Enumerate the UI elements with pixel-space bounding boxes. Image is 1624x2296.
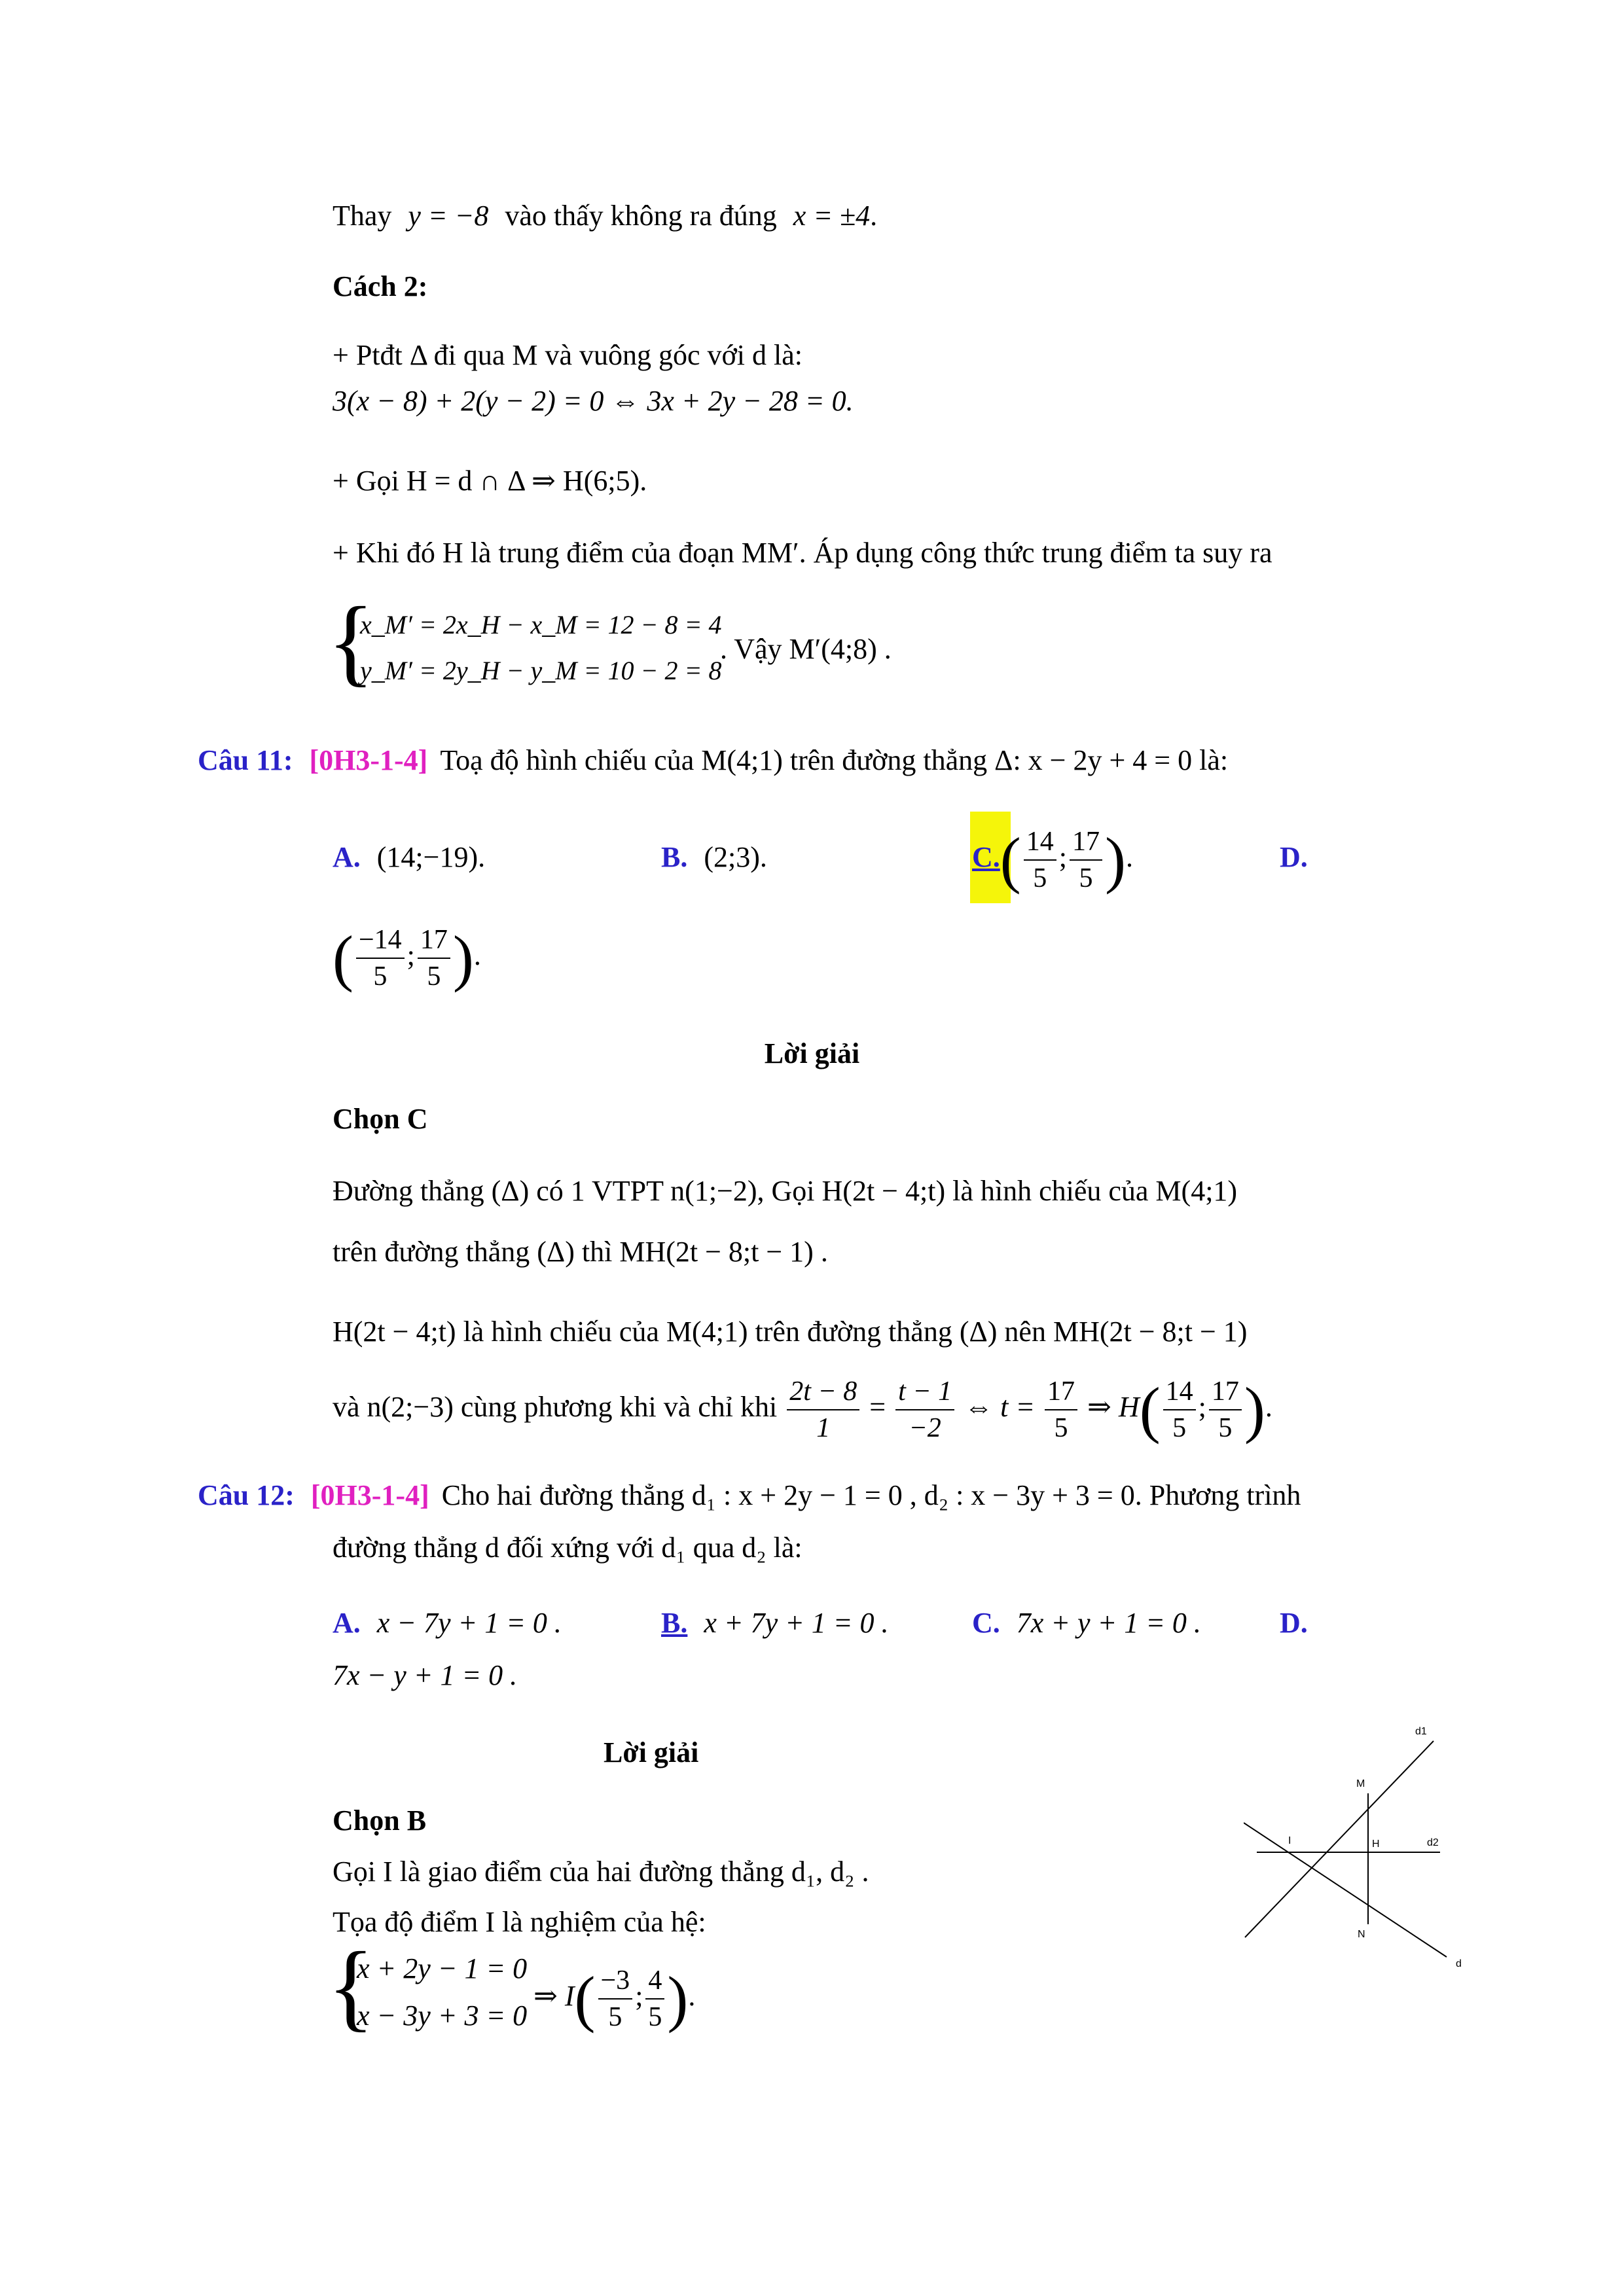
math: y = −8: [408, 200, 489, 232]
text: vào thấy không ra đúng: [505, 200, 777, 232]
option-text: 7x + y + 1 = 0 .: [1016, 1607, 1201, 1639]
q11-option-b[interactable]: [661, 838, 767, 877]
line-d: [1244, 1823, 1447, 1957]
system-brace: {: [327, 1932, 374, 2041]
q11-header: [198, 741, 1228, 780]
frac-num: 14: [1163, 1374, 1196, 1410]
q12-result: ⇒ I( $\frac{-3}{5}$ ; $\frac{4}{5}$ ).: [533, 1963, 696, 2034]
prev-eq1: 3(x − 8) + 2(y − 2) = 0 ⇔ 3x + 2y − 28 = 0.: [333, 385, 854, 417]
system-brace: {: [327, 587, 374, 696]
option-text: (2;3).: [704, 841, 767, 873]
label-M: M: [1356, 1778, 1365, 1789]
option-label: D.: [1280, 1607, 1308, 1639]
option-label: C.: [972, 841, 1000, 873]
math: ⇒ I: [533, 1980, 575, 2012]
q12-choice: Chọn B: [333, 1804, 427, 1837]
q12-option-d[interactable]: [1280, 1604, 1308, 1643]
q11-sol-line1: Đường thẳng (Δ) có 1 VTPT n(1;−2), Gọi H(2t − 4;t) là hình chiếu của M(4;1): [333, 1175, 1238, 1207]
q12-option-a[interactable]: [333, 1604, 562, 1643]
frac-num: 4: [645, 1963, 664, 2000]
q11-sol-line4: và n(2;−3) cùng phương khi và chỉ khi $\frac{2t - 8}{1}$ = $\frac{t - 1}{-2}$ ⇔ t = $\frac{17}{5}$ ⇒ H( $\frac{14}{5}$ ; $\frac{17}{5}$ ).: [333, 1374, 1272, 1444]
frac-num: −3: [598, 1963, 633, 2000]
frac-den: 5: [1218, 1412, 1233, 1443]
label-N: N: [1358, 1929, 1365, 1940]
label-d2: d2: [1427, 1837, 1439, 1848]
q12-option-c[interactable]: [972, 1604, 1201, 1643]
sys-line1: x_M′ = 2x_H − x_M = 12 − 8 = 4: [360, 610, 722, 639]
q11-solution-heading: Lời giải: [764, 1037, 860, 1069]
prev-conclusion: . Vậy M′(4;8) .: [720, 633, 892, 665]
q12-header: [198, 1476, 1301, 1515]
text: và n(2;−3) cùng phương khi và chỉ khi: [333, 1391, 778, 1423]
option-label: B.: [661, 841, 688, 873]
q11-option-d-value: ( $\frac{-14}{5}$ ; $\frac{17}{5}$ ).: [333, 922, 481, 993]
q12-tag: [0H3-1-4]: [310, 1479, 429, 1511]
cach2-heading: Cách 2:: [333, 270, 428, 302]
q12-option-b[interactable]: [661, 1604, 889, 1643]
option-label: B.: [661, 1607, 688, 1639]
frac-den: 5: [1054, 1412, 1068, 1443]
frac-den: 5: [1079, 863, 1093, 893]
frac-den: 5: [1172, 1412, 1187, 1443]
q11-option-c[interactable]: C.( $\frac{14}{5}$ ; $\frac{17}{5}$ ).: [972, 824, 1133, 895]
label-d: d: [1456, 1958, 1462, 1969]
frac-num: 14: [1024, 824, 1056, 861]
q12-sol-line1: Gọi I là giao điểm của hai đường thẳng d₁, d₂ .: [333, 1856, 869, 1888]
q12-text-line2: đường thẳng d đối xứng với d₁ qua d₂ là:: [333, 1532, 803, 1564]
frac-num: 2t − 8: [787, 1374, 859, 1410]
frac-den: 5: [648, 2001, 662, 2032]
q11-option-d[interactable]: [1280, 838, 1308, 877]
label-I: I: [1288, 1835, 1291, 1846]
math: x = ±4: [793, 200, 871, 232]
q12-sys-line2: x − 3y + 3 = 0: [357, 2000, 528, 2032]
frac-den: 5: [608, 2001, 623, 2032]
q12-label: Câu 12:: [198, 1479, 295, 1511]
text: Thay: [333, 200, 392, 232]
q12-sys-line1: x + 2y − 1 = 0: [357, 1952, 528, 1984]
q11-text: Toạ độ hình chiếu của M(4;1) trên đường thẳng Δ: x − 2y + 4 = 0 là:: [440, 744, 1229, 776]
frac-num: 17: [1045, 1374, 1077, 1410]
frac-num: t − 1: [895, 1374, 954, 1410]
label-d1: d1: [1415, 1726, 1427, 1737]
q11-tag: [0H3-1-4]: [309, 744, 428, 776]
frac-den: −2: [909, 1412, 941, 1443]
label-H: H: [1372, 1839, 1380, 1850]
frac-den: 1: [816, 1412, 831, 1443]
option-text: x − 7y + 1 = 0 .: [376, 1607, 562, 1639]
prev-line1: Thay y = −8 vào thấy không ra đúng x = ±4.: [333, 200, 878, 232]
frac-den: 5: [1033, 863, 1047, 893]
q12-text: Cho hai đường thẳng d₁ : x + 2y − 1 = 0 , d₂ : x − 3y + 3 = 0. Phương trình: [441, 1479, 1301, 1511]
frac-den: 5: [373, 961, 388, 992]
sys-line2: y_M′ = 2y_H − y_M = 10 − 2 = 8: [360, 656, 722, 685]
option-text: (14;−19).: [376, 841, 486, 873]
option-label: A.: [333, 841, 361, 873]
prev-step3: + Khi đó H là trung điểm của đoạn MM′. Áp dụng công thức trung điểm ta suy ra: [333, 537, 1272, 569]
option-label: D.: [1280, 841, 1308, 873]
option-label: C.: [972, 1607, 1000, 1639]
q12-option-d-value: 7x − y + 1 = 0 .: [333, 1659, 518, 1691]
option-label: A.: [333, 1607, 361, 1639]
frac-num: 17: [1070, 824, 1102, 861]
frac-den: 5: [427, 961, 441, 992]
q11-sol-line2: trên đường thẳng (Δ) thì MH(2t − 8;t − 1) .: [333, 1236, 828, 1268]
q11-label: Câu 11:: [198, 744, 293, 776]
frac-num: −14: [356, 922, 405, 959]
line-d1: [1245, 1741, 1434, 1937]
q12-sol-line2: Tọa độ điểm I là nghiệm của hệ:: [333, 1906, 706, 1938]
prev-step1: + Ptđt Δ đi qua M và vuông góc với d là:: [333, 339, 803, 371]
option-text: x + 7y + 1 = 0 .: [704, 1607, 889, 1639]
q11-option-a[interactable]: [333, 838, 485, 877]
q11-choice: Chọn C: [333, 1103, 428, 1135]
geometry-figure: [1244, 1721, 1486, 1983]
frac-num: 17: [418, 922, 450, 959]
q12-solution-heading: Lời giải: [604, 1736, 699, 1768]
math: ⇔ t =: [964, 1391, 1036, 1423]
q11-sol-line3: H(2t − 4;t) là hình chiếu của M(4;1) trên đường thẳng (Δ) nên MH(2t − 8;t − 1): [333, 1316, 1248, 1348]
math: ⇒ H: [1087, 1391, 1140, 1423]
frac-num: 17: [1209, 1374, 1242, 1410]
prev-step2: + Gọi H = d ∩ Δ ⇒ H(6;5).: [333, 465, 647, 497]
